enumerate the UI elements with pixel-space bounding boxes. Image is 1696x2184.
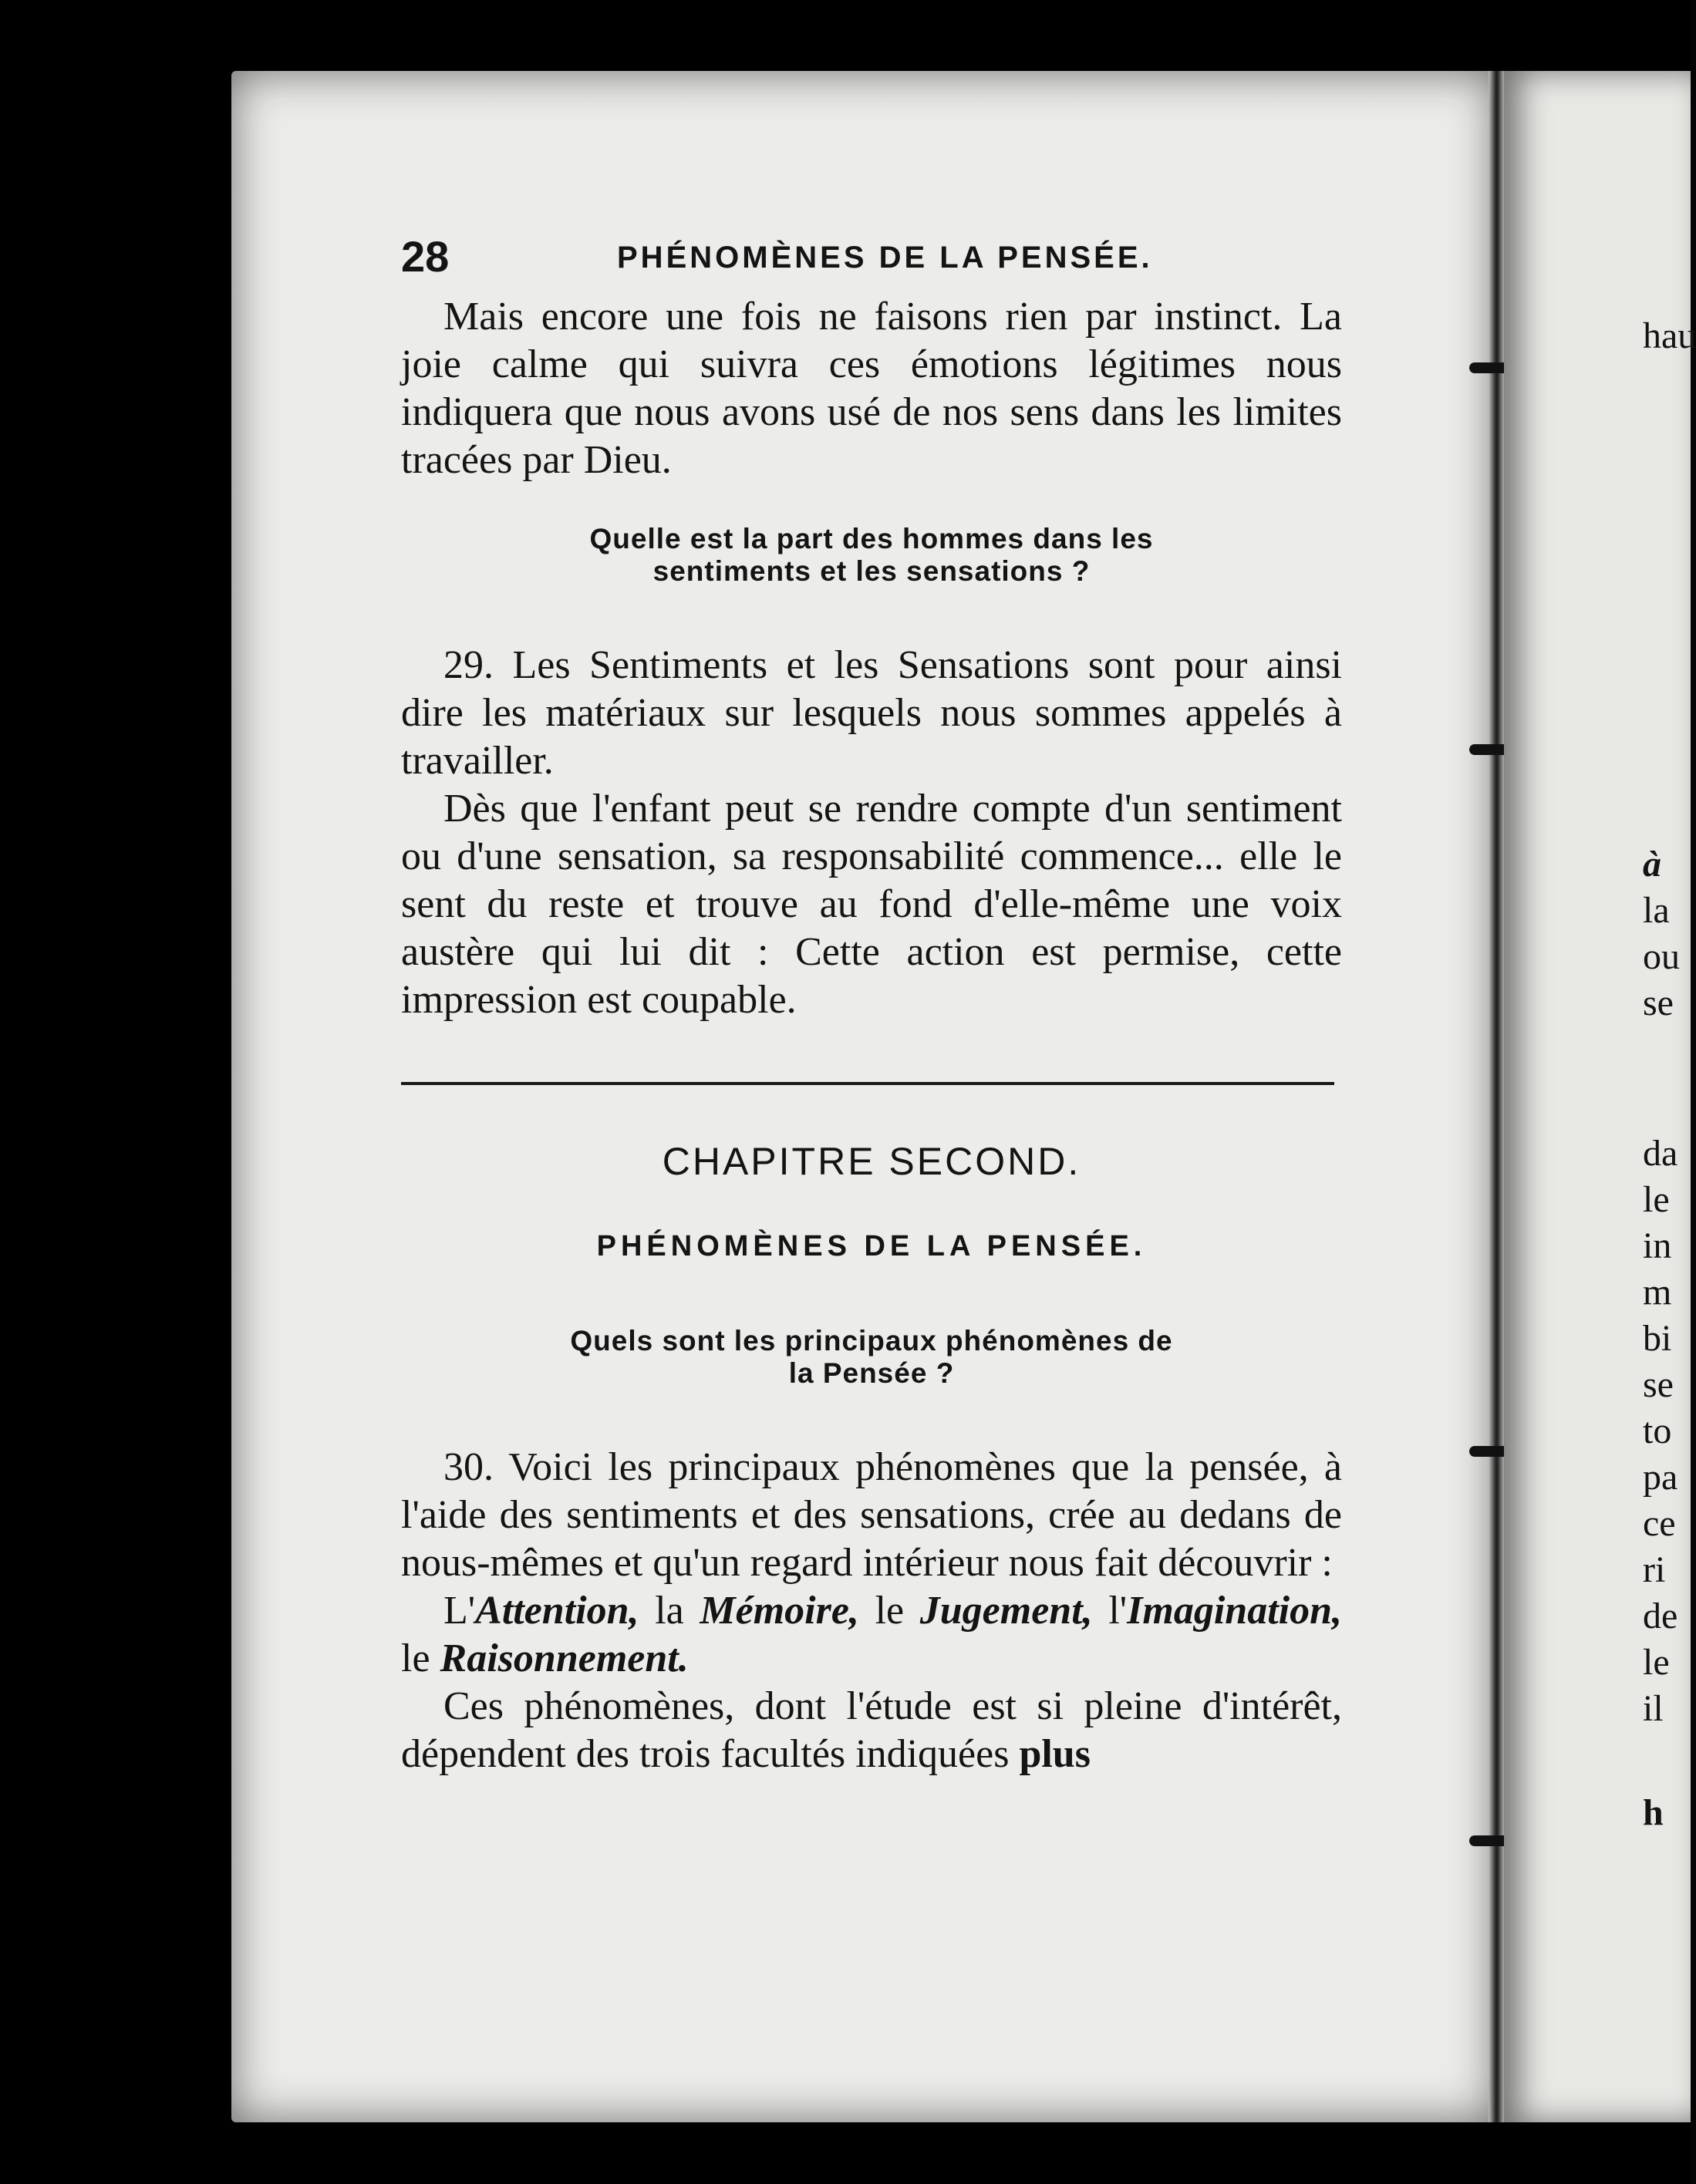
- fragment: le: [1643, 1642, 1670, 1683]
- faculty-list: L'Attention, la Mémoire, le Jugement, l'Imagination, le Raisonnement.: [401, 1589, 1343, 1680]
- fragment: hau: [1643, 315, 1696, 356]
- fragment: ou: [1643, 936, 1680, 977]
- fragment: m: [1643, 1272, 1672, 1313]
- question-heading-2: Quels sont les principaux phénomènes de la Pensée ?: [570, 1325, 1173, 1389]
- running-title: PHÉNOMÈNES DE LA PENSÉE.: [617, 241, 1153, 275]
- paragraph-30: 30. Voici les principaux phénomènes que la pensée, à l'aide des sentiments et des sensations, crée au dedans de nous-mêmes et qu'un regard intérieur nous fait découvrir :: [401, 1445, 1342, 1585]
- fragment: da: [1643, 1133, 1678, 1174]
- question-heading-1: Quelle est la part des hommes dans les sentiments et les sensations ?: [589, 523, 1154, 587]
- fragment: il: [1643, 1688, 1664, 1729]
- fragment: à: [1643, 844, 1661, 885]
- fragment: se: [1643, 982, 1674, 1023]
- paragraph-29: 29. Les Sentiments et les Sensations sont pour ainsi dire les matériaux sur lesquels nous sommes appelés à travailler.: [401, 643, 1342, 783]
- section-number: 29.: [443, 643, 494, 687]
- chapter-divider: [401, 1082, 1334, 1085]
- book-spine: [1489, 71, 1505, 2122]
- paragraph-30-continued: Ces phénomènes, dont l'étude est si pleine d'intérêt, dépendent des trois facultés indiquées plus: [401, 1684, 1342, 1776]
- fragment: bi: [1643, 1318, 1672, 1359]
- page-header: [401, 231, 1342, 293]
- chapter-subtitle: PHÉNOMÈNES DE LA PENSÉE.: [596, 1230, 1147, 1262]
- fragment: ce: [1643, 1503, 1676, 1544]
- fragment: h: [1643, 1792, 1664, 1833]
- fragment: le: [1643, 1179, 1670, 1220]
- left-page-content: [401, 231, 1342, 1778]
- paragraph-29-continued: Dès que l'enfant peut se rendre compte d'un sentiment ou d'une sensation, sa responsabilité commence... elle le sent du reste et trouve au fond d'elle-même une voix austère qui lui dit : Cette action est permise, cette impression est coupable.: [401, 787, 1342, 1022]
- fragment: de: [1643, 1596, 1678, 1636]
- page-number: 28: [401, 232, 450, 281]
- chapter-title: CHAPITRE SECOND.: [662, 1140, 1081, 1183]
- fragment: pa: [1643, 1457, 1678, 1498]
- paragraph-top: Mais encore une fois ne faisons rien par instinct. La joie calme qui suivra ces émotions légitimes nous indiquera que nous avons usé de nos sens dans les limites tracées par Dieu.: [401, 295, 1342, 482]
- fragment: la: [1643, 890, 1670, 931]
- fragment: to: [1643, 1410, 1672, 1451]
- section-number: 30.: [443, 1445, 494, 1489]
- fragment: ri: [1643, 1549, 1666, 1590]
- fragment: in: [1643, 1225, 1672, 1266]
- fragment: se: [1643, 1364, 1674, 1405]
